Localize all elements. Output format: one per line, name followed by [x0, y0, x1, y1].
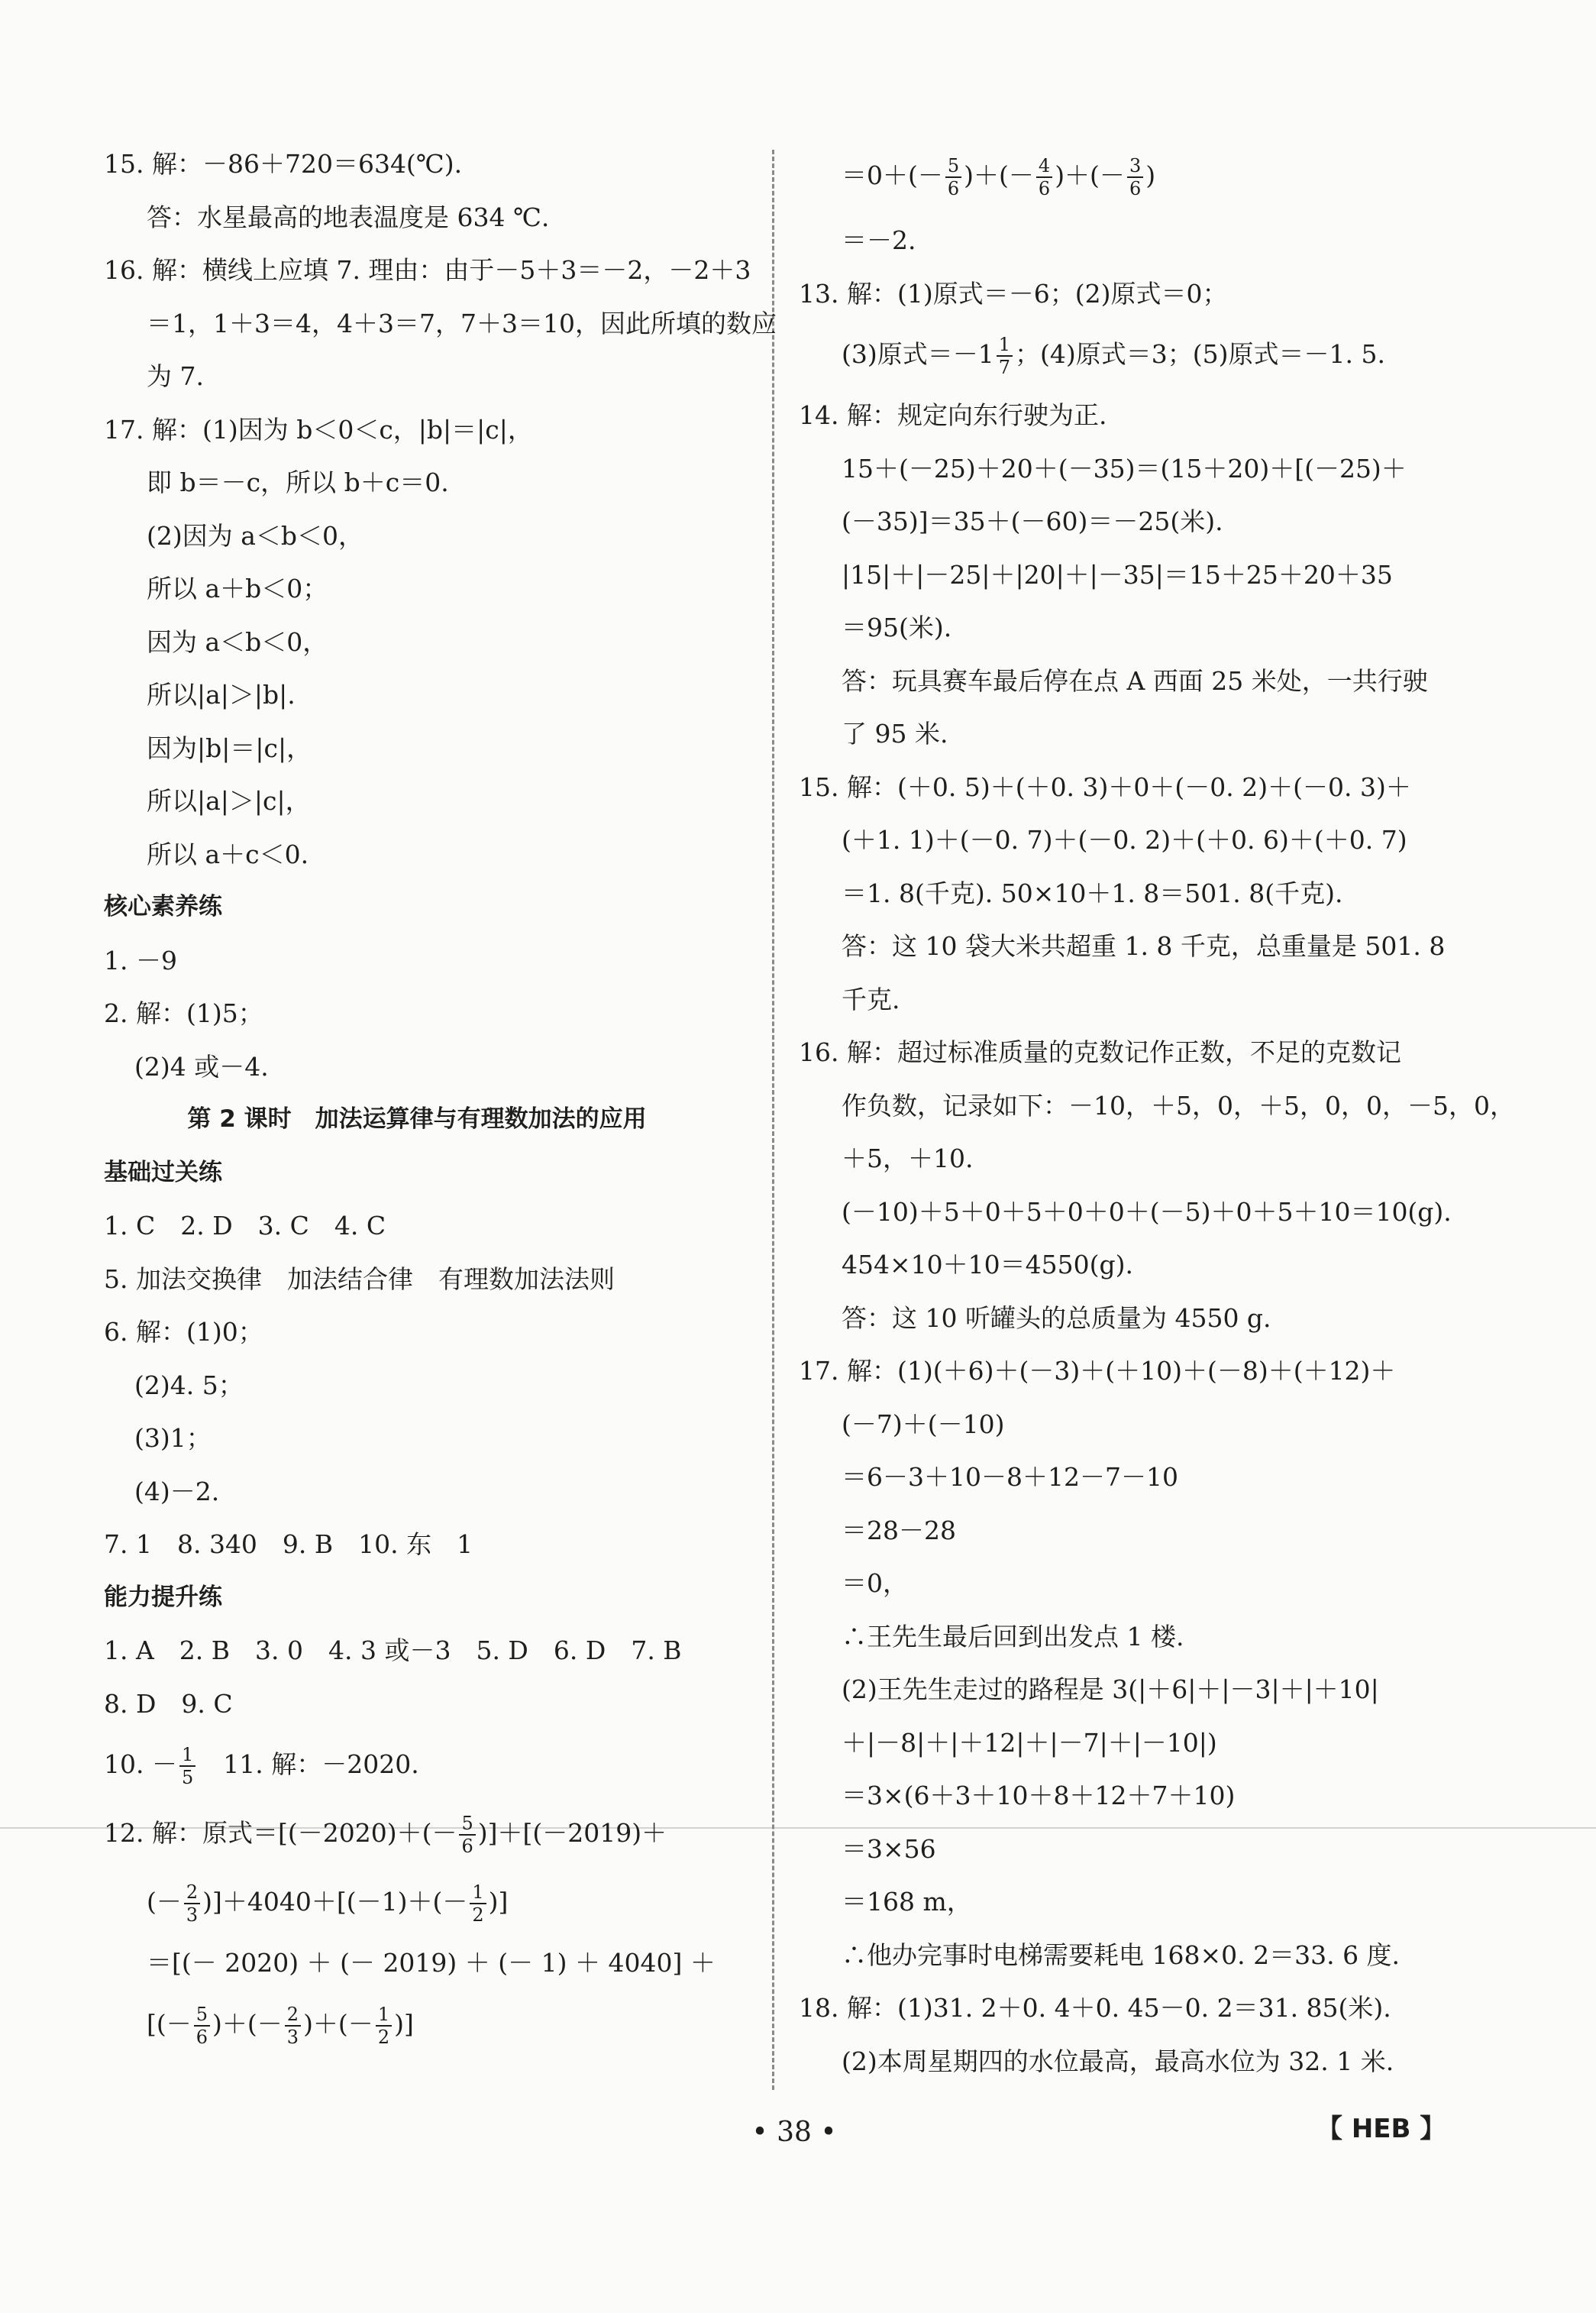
q17-conclusion: ∴他办完事时电梯需要耗电 168×0. 2＝33. 6 度. [842, 1939, 1401, 1970]
text-span: ) [1145, 160, 1156, 190]
text-span: ；(4)原式＝3；(5)原式＝－1. 5. [1015, 339, 1385, 369]
core-answer-1: 1. －9 [104, 945, 177, 975]
q15-conclusion: 答：水星最高的地表温度是 634 ℃. [147, 202, 550, 232]
q18-answer: 18. 解：(1)31. 2＋0. 4＋0. 45－0. 2＝31. 85(米). [799, 1993, 1391, 2023]
section-heading-core: 核心素养练 [104, 893, 222, 920]
ability-answers-10-11 [104, 1730, 761, 1799]
q15-answer: 15. 解：(＋0. 5)＋(＋0. 3)＋0＋(－0. 2)＋(－0. 3)＋ [799, 772, 1411, 802]
denominator: 2 [472, 1904, 484, 1926]
denominator: 6 [947, 178, 960, 199]
q16-step: 454×10＋10＝4550(g). [842, 1250, 1133, 1279]
q17-step: ＝3×56 [842, 1833, 936, 1864]
q13-answer: 13. 解：(1)原式＝－6；(2)原式＝0； [799, 278, 1228, 309]
text-span: )]＋[(－2019)＋ [477, 1818, 667, 1848]
q17-step: 即 b＝－c，所以 b＋c＝0. [147, 467, 449, 497]
q17-answer: 17. 解：(1)因为 b＜0＜c，|b|＝|c|， [104, 414, 533, 445]
q18-answer-cont: (2)本周星期四的水位最高，最高水位为 32. 1 米. [842, 2046, 1394, 2076]
text-span: ＝0＋(－ [842, 160, 943, 190]
text-span: )＋(－ [964, 160, 1034, 190]
q17-step: ∴王先生最后回到出发点 1 楼. [842, 1621, 1184, 1651]
numerator: 2 [184, 1881, 200, 1904]
q16-step: (－10)＋5＋0＋5＋0＋0＋(－5)＋0＋5＋10＝10(g). [842, 1196, 1452, 1227]
q17-step: ＝0， [842, 1568, 908, 1598]
fraction [1036, 155, 1052, 199]
q16-answer: 16. 解：横线上应填 7. 理由：由于－5＋3＝－2，－2＋3 [104, 255, 751, 285]
numerator: 5 [459, 1813, 475, 1836]
q14-step: ＝95(米). [842, 613, 952, 642]
q17-step: ＝3×(6＋3＋10＋8＋12＋7＋10) [842, 1781, 1236, 1810]
numerator: 2 [285, 2004, 301, 2027]
lesson-title: 第 2 课时 加法运算律与有理数加法的应用 [187, 1105, 647, 1133]
q12-answer [104, 1799, 761, 1868]
text-span: 12. 解：原式＝[(－2020)＋(－ [104, 1818, 457, 1848]
ability-answers-1-7: 1. A 2. B 3. 0 4. 3 或－3 5. D 6. D 7. B [104, 1635, 682, 1665]
text-span: (3)原式＝－1 [842, 339, 994, 369]
core-answer-2: 2. 解：(1)5； [104, 998, 263, 1028]
fraction [179, 1744, 195, 1788]
basic-answers-1-4: 1. C 2. D 3. C 4. C [104, 1211, 386, 1241]
column-divider [772, 150, 774, 2090]
fraction [285, 2004, 301, 2048]
denominator: 5 [181, 1767, 194, 1788]
denominator: 6 [1129, 178, 1142, 199]
section-heading-basic: 基础过关练 [104, 1158, 222, 1186]
text-span: )] [488, 1887, 509, 1917]
q15-step: (＋1. 1)＋(－0. 7)＋(－0. 2)＋(＋0. 6)＋(＋0. 7) [842, 825, 1407, 855]
q12-step [104, 1990, 761, 2059]
numerator: 1 [997, 334, 1013, 357]
numerator: 1 [179, 1744, 195, 1767]
fraction [997, 334, 1013, 378]
q17-step: 所以|a|＞|b|. [147, 680, 296, 710]
q17-step: (2)因为 a＜b＜0， [147, 520, 364, 551]
fraction [1127, 155, 1143, 199]
q17-step: ＝168 m， [842, 1887, 972, 1917]
q14-step: 15＋(－25)＋20＋(－35)＝(15＋20)＋[(－25)＋ [842, 453, 1407, 484]
q17-step: ＝6－3＋10－8＋12－7－10 [842, 1462, 1178, 1492]
numerator: 5 [194, 2004, 210, 2027]
basic-answer-6-part: (3)1； [134, 1423, 212, 1453]
numerator: 1 [376, 2004, 392, 2027]
fraction [194, 2004, 210, 2048]
text-span: )＋(－ [212, 2008, 283, 2039]
text-span: 11. 解：－2020. [198, 1749, 419, 1779]
q16-answer: 16. 解：超过标准质量的克数记作正数，不足的克数记 [799, 1037, 1401, 1067]
q12-step: ＝[(－ 2020) ＋ (－ 2019) ＋ (－ 1) ＋ 4040] ＋ [147, 1948, 716, 1978]
edition-badge: 【 HEB 】 [1317, 2114, 1446, 2144]
q15-step: ＝1. 8(千克). 50×10＋1. 8＝501. 8(千克). [842, 878, 1343, 908]
q16-step: 作负数，记录如下：－10，＋5，0，＋5，0，0，－5，0， [842, 1090, 1515, 1121]
basic-answer-6-part: (4)－2. [134, 1476, 220, 1506]
fraction [470, 1881, 486, 1926]
denominator: 6 [1038, 178, 1051, 199]
fraction [184, 1881, 200, 1926]
q12-result: ＝－2. [842, 225, 916, 255]
denominator: 6 [461, 1836, 473, 1857]
q14-conclusion: 答：玩具赛车最后停在点 A 西面 25 米处，一共行驶 [842, 665, 1428, 696]
page-number: • 38 • [751, 2117, 837, 2148]
q13-answer-cont [799, 320, 1448, 389]
ability-answers-8-9: 8. D 9. C [104, 1688, 233, 1719]
section-heading-ability: 能力提升练 [104, 1583, 222, 1611]
q17-step: 所以|a|＞|c|， [147, 786, 311, 816]
denominator: 3 [186, 1904, 199, 1926]
q14-step: |15|＋|－25|＋|20|＋|－35|＝15＋25＋20＋35 [842, 559, 1393, 590]
numerator: 4 [1036, 155, 1052, 178]
basic-answers-7-10: 7. 1 8. 340 9. B 10. 东 1 [104, 1529, 473, 1559]
text-span: )] [394, 2008, 414, 2039]
text-span: )＋(－ [303, 2008, 373, 2039]
denominator: 6 [195, 2026, 208, 2048]
q15-answer: 15. 解：－86＋720＝634(℃). [104, 149, 463, 179]
numerator: 5 [945, 155, 961, 178]
q17-step: 因为 a＜b＜0， [147, 626, 328, 657]
q17-step: ＋|－8|＋|＋12|＋|－7|＋|－10|) [842, 1727, 1217, 1758]
text-span: )＋(－ [1055, 160, 1125, 190]
q16-answer-end: 为 7. [147, 361, 204, 391]
q14-conclusion-cont: 了 95 米. [842, 719, 948, 749]
q15-conclusion: 答：这 10 袋大米共超重 1. 8 千克，总重量是 501. 8 [842, 931, 1446, 961]
text-span: )]＋4040＋[(－1)＋(－ [202, 1887, 468, 1917]
text-span: (－ [147, 1887, 182, 1917]
q12-continued [799, 137, 1448, 214]
denominator: 2 [377, 2026, 390, 2048]
q17-step: (2)王先生走过的路程是 3(|＋6|＋|－3|＋|＋10| [842, 1674, 1379, 1704]
numerator: 3 [1127, 155, 1143, 178]
q17-answer: 17. 解：(1)(＋6)＋(－3)＋(＋10)＋(－8)＋(＋12)＋ [799, 1356, 1396, 1386]
q16-step: ＋5，＋10. [842, 1144, 974, 1173]
q16-conclusion: 答：这 10 听罐头的总质量为 4550 g. [842, 1302, 1271, 1333]
core-answer-2-cont: (2)4 或－4. [134, 1051, 269, 1082]
basic-answer-6: 6. 解：(1)0； [104, 1317, 263, 1347]
q17-step: 所以 a＋b＜0； [147, 574, 328, 603]
fraction [459, 1813, 475, 1857]
q17-step: ＝28－28 [842, 1515, 956, 1545]
text-span: 10. － [104, 1749, 177, 1779]
q16-answer-cont: ＝1，1＋3＝4，4＋3＝7，7＋3＝10，因此所填的数应 [147, 308, 777, 338]
q12-step [104, 1868, 761, 1936]
fraction [945, 155, 961, 199]
denominator: 3 [286, 2026, 299, 2048]
q17-step: 所以 a＋c＜0. [147, 839, 309, 869]
q15-conclusion-cont: 千克. [842, 984, 900, 1014]
right-column [799, 137, 1515, 2088]
left-column [104, 137, 777, 2059]
denominator: 7 [998, 357, 1011, 378]
basic-answer-6-part: (2)4. 5； [134, 1370, 244, 1400]
text-span: [(－ [147, 2008, 192, 2039]
numerator: 1 [470, 1881, 486, 1904]
fraction [376, 2004, 392, 2048]
q17-step: 因为|b|＝|c|， [147, 733, 312, 763]
q17-step: (－7)＋(－10) [842, 1409, 1005, 1439]
basic-answer-5: 5. 加法交换律 加法结合律 有理数加法法则 [104, 1263, 615, 1294]
q14-step: (－35)]＝35＋(－60)＝－25(米). [842, 506, 1223, 536]
q14-answer: 14. 解：规定向东行驶为正. [799, 400, 1107, 430]
